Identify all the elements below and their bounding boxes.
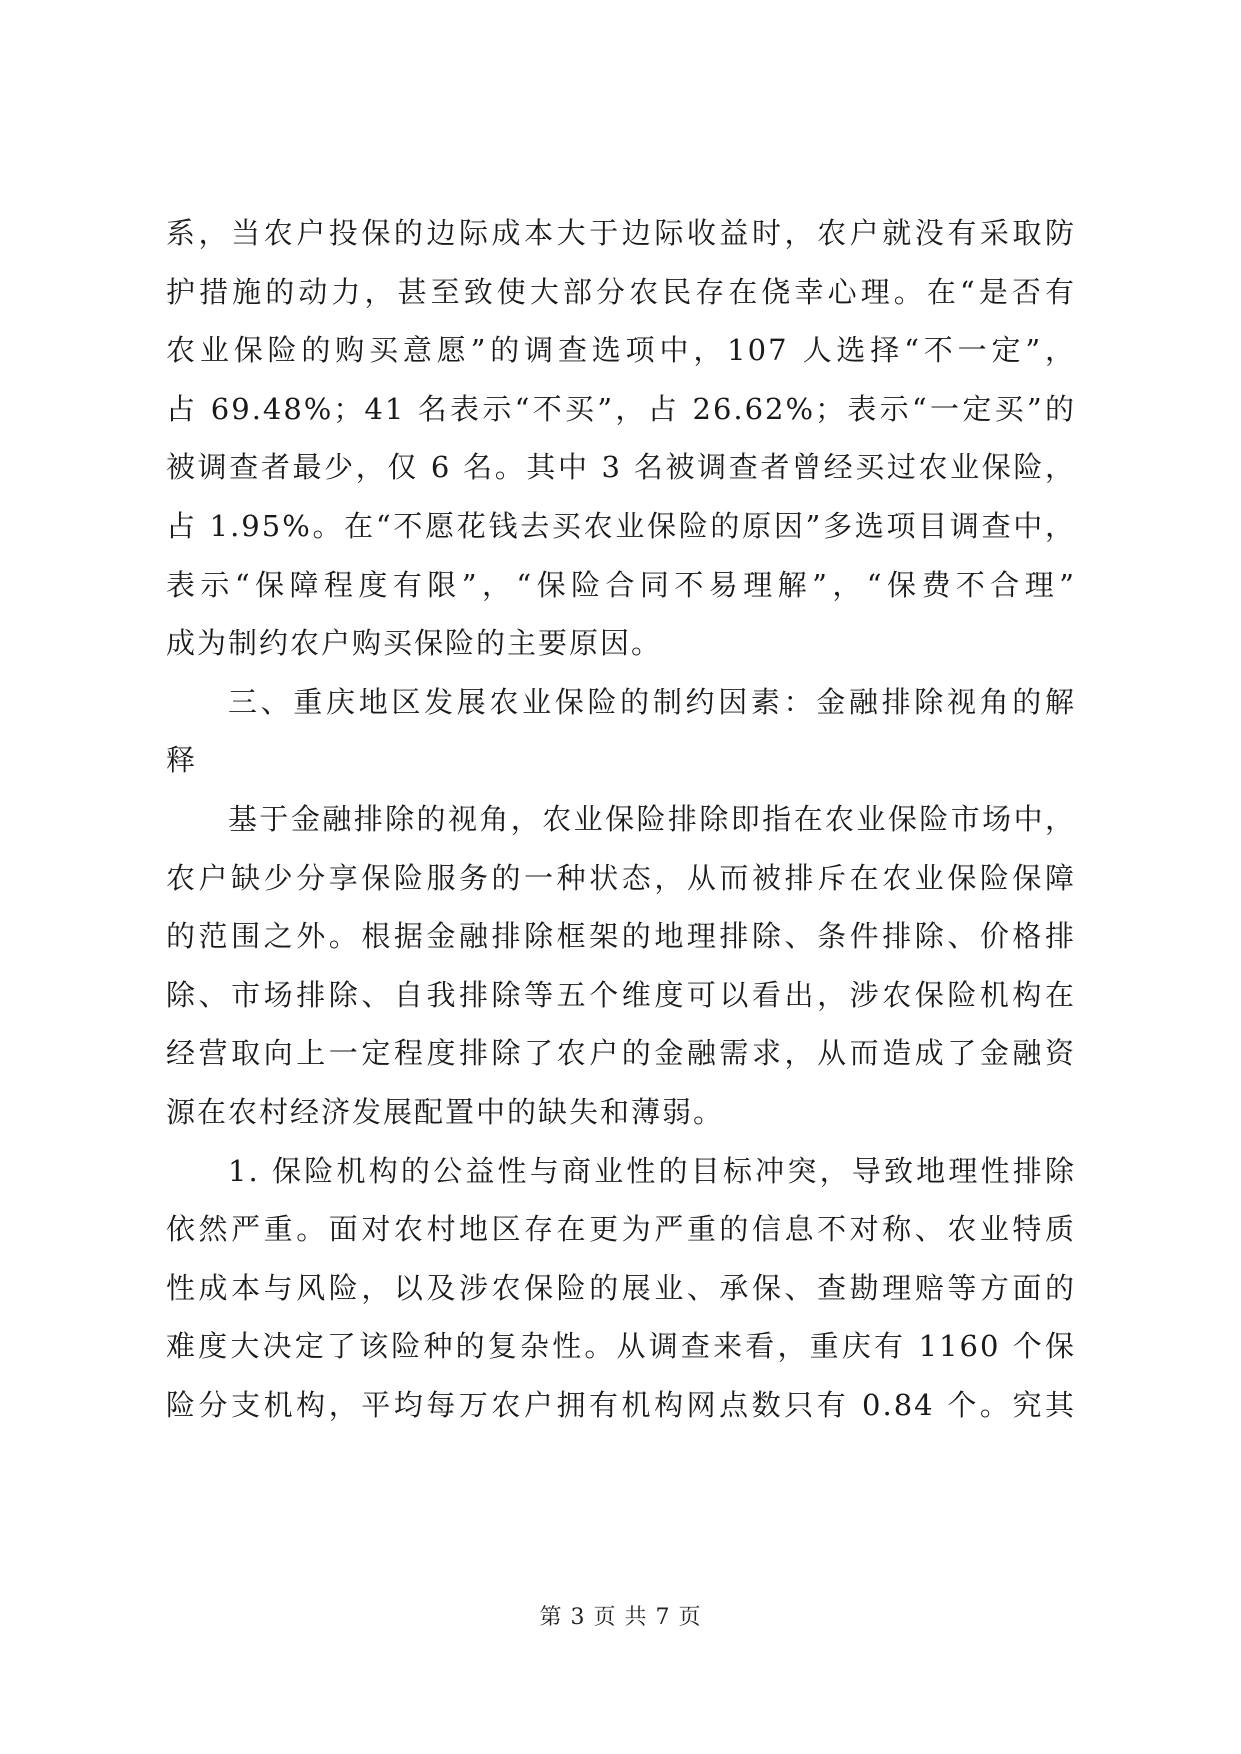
text-line: 农户缺少分享保险服务的一种状态，从而被排斥在农业保险保障: [166, 860, 1076, 895]
text-line: 护措施的动力，甚至致使大部分农民存在侥幸心理。在“是否有: [166, 274, 1076, 309]
text-line: 除、市场排除、自我排除等五个维度可以看出，涉农保险机构在: [166, 977, 1076, 1012]
text-line: 的范围之外。根据金融排除框架的地理排除、条件排除、价格排: [166, 919, 1076, 954]
text-line: 性成本与风险，以及涉农保险的展业、承保、查勘理赔等方面的: [166, 1270, 1076, 1305]
text-line: 系，当农户投保的边际成本大于边际收益时，农户就没有采取防: [166, 216, 1076, 250]
text-line: 基于金融排除的视角，农业保险排除即指在农业保险市场中，: [228, 801, 1076, 836]
text-line: 险分支机构，平均每万农户拥有机构网点数只有 0.84 个。究其: [166, 1387, 1076, 1422]
section-heading-continued: 释: [166, 743, 198, 778]
text-line: 源在农村经济发展配置中的缺失和薄弱。: [166, 1094, 725, 1129]
text-line: 表示“保障程度有限”，“保险合同不易理解”，“保费不合理”: [166, 567, 1076, 602]
page-footer: 第 3 页 共 7 页: [539, 1605, 702, 1630]
text-line: 难度大决定了该险种的复杂性。从调查来看，重庆有 1160 个保: [166, 1329, 1076, 1364]
text-line: 占 1.95%。在“不愿花钱去买农业保险的原因”多选项目调查中，: [166, 508, 1076, 543]
text-line: 成为制约农户购买保险的主要原因。: [166, 626, 663, 661]
text-line: 占 69.48%；41 名表示“不买”，占 26.62%；表示“一定买”的: [166, 391, 1076, 426]
text-line: 被调查者最少，仅 6 名。其中 3 名被调查者曾经买过农业保险，: [166, 450, 1076, 485]
numbered-paragraph-start: 1. 保险机构的公益性与商业性的目标冲突，导致地理性排除: [228, 1153, 1076, 1188]
text-line: 经营取向上一定程度排除了农户的金融需求，从而造成了金融资: [166, 1036, 1076, 1071]
document-body: [166, 204, 1076, 1434]
text-line: 农业保险的购买意愿”的调查选项中，107 人选择“不一定”，: [166, 333, 1076, 368]
text-line: 依然严重。面对农村地区存在更为严重的信息不对称、农业特质: [166, 1212, 1076, 1247]
section-heading: 三、重庆地区发展农业保险的制约因素：金融排除视角的解: [228, 684, 1076, 719]
